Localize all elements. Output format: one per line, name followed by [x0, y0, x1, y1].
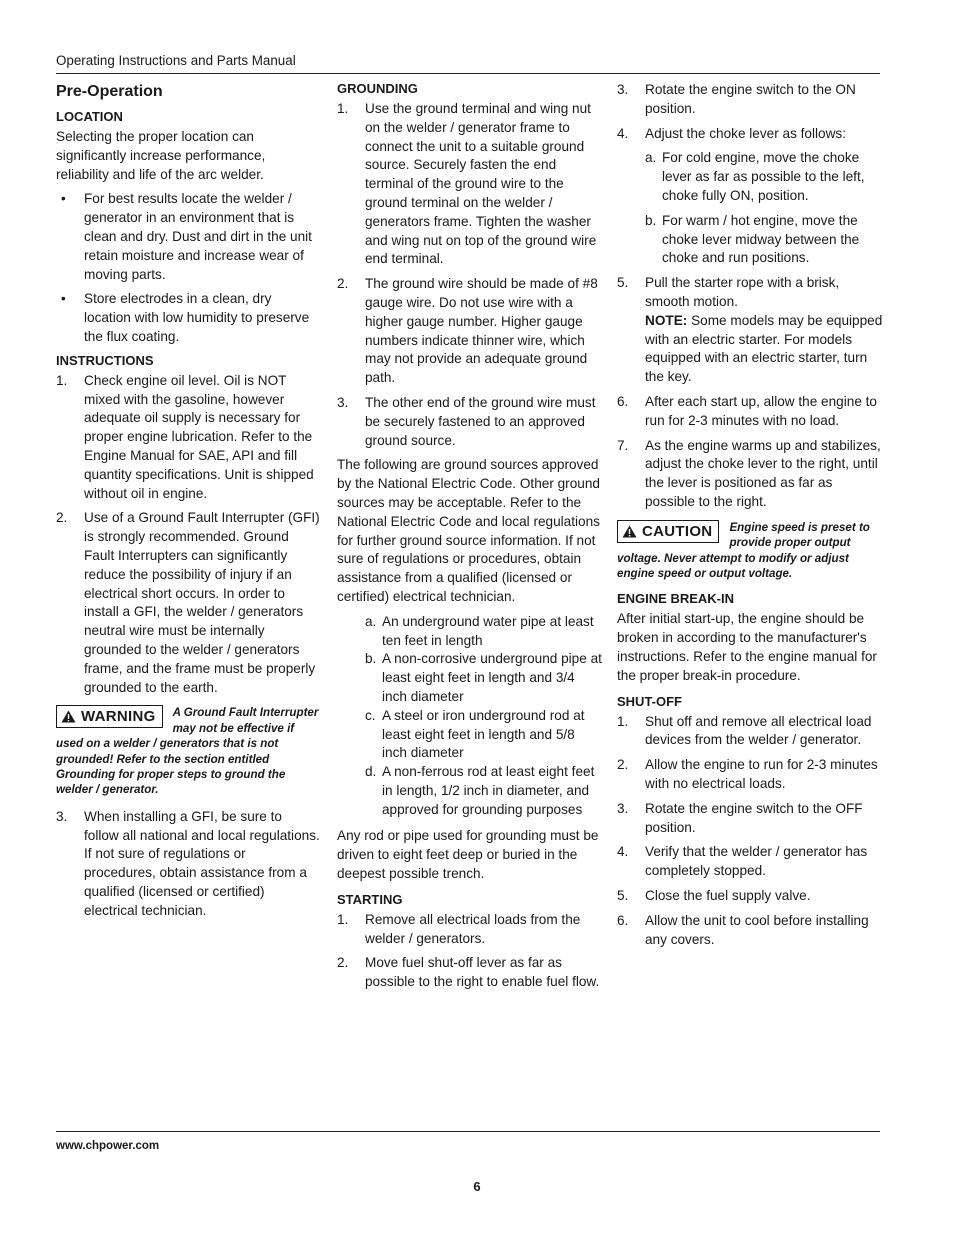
- shutoff-item: [617, 887, 883, 906]
- break-in-heading: ENGINE BREAK-IN: [617, 591, 735, 607]
- item-text: Use the ground terminal and wing nut on the welder / generator frame to connect the unit to a suitable ground source. Securely fasten the end terminal of the ground wire to the ground terminal on the welder / generators frame. Tighten the washer and wing nut on top of the ground wire end terminal.: [365, 101, 597, 267]
- item-letter: c.: [365, 707, 376, 723]
- ground-source-item: [365, 763, 603, 819]
- item-text: Rotate the engine switch to the ON position.: [645, 82, 856, 116]
- starting-item: [617, 125, 883, 144]
- item-text: The other end of the ground wire must be securely fastened to an approved ground source.: [365, 394, 596, 448]
- item-text: Shut off and remove all electrical load devices from the welder / generator.: [645, 713, 872, 748]
- item-text: After each start up, allow the engine to run for 2-3 minutes with no load.: [645, 393, 877, 428]
- item-text: When installing a GFI, be sure to follow all national and local regulations. If not sure of regulations or procedures, obtain assistance from a qualified (licensed or certified) electrical technician.: [84, 808, 320, 918]
- choke-item: [645, 149, 883, 205]
- ground-source-item: [365, 707, 603, 763]
- note-label: NOTE:: [645, 312, 688, 328]
- location-intro: Selecting the proper location can significantly increase performance, reliability and life of the arc welder.: [56, 129, 266, 182]
- ground-source-item: [365, 650, 603, 706]
- location-bullet: • Store electrodes in a clean, dry location with low humidity to preserve the flux coating.: [56, 290, 320, 346]
- caution-notice: [617, 520, 883, 582]
- starting-item: [617, 393, 883, 431]
- item-number: 3.: [617, 800, 629, 816]
- item-text: A non-ferrous rod at least eight feet in length, 1/2 inch in diameter, and approved for grounding purposes: [382, 764, 595, 817]
- page-number: 6: [473, 1179, 481, 1194]
- item-text: Close the fuel supply valve.: [645, 887, 811, 903]
- caution-badge: [617, 520, 719, 543]
- item-text: For cold engine, move the choke lever as far as possible to the left, choke fully ON, position.: [662, 150, 865, 203]
- shutoff-item: [617, 843, 883, 881]
- starting-item: [337, 954, 603, 992]
- warning-badge: [56, 705, 163, 728]
- warning-notice: [56, 705, 320, 797]
- caution-label: CAUTION: [642, 522, 713, 540]
- item-number: 2.: [337, 955, 349, 971]
- item-number: 3.: [337, 394, 349, 410]
- warning-label: WARNING: [81, 708, 156, 726]
- location-bullets: [56, 190, 320, 346]
- starting-item: [337, 911, 603, 949]
- item-text: The ground wire should be made of #8 gauge wire. Do not use wire with a higher gauge number. Higher gauge numbers indicate thinner wire, which may not provide an adequate ground path.: [365, 276, 598, 386]
- item-text: Remove all electrical loads from the welder / generators.: [365, 911, 581, 946]
- grounding-item: [337, 394, 603, 450]
- item-letter: b.: [645, 212, 657, 228]
- item-letter: d.: [365, 764, 377, 780]
- item-text: For warm / hot engine, move the choke lever midway between the choke and run positions.: [662, 212, 860, 266]
- item-text: A non-corrosive underground pipe at least eight feet in length and 3/4 inch diameter: [382, 651, 602, 704]
- item-text: Verify that the welder / generator has completely stopped.: [645, 844, 868, 879]
- grounding-closing: Any rod or pipe used for grounding must be driven to eight feet deep or buried in the deepest possible trench.: [337, 828, 599, 882]
- column-2: [337, 81, 603, 998]
- instructions-heading: INSTRUCTIONS: [56, 352, 154, 368]
- warning-text: A Ground Fault Interrupter may not be effective if used on a welder / generators that is not grounded! Refer to the section entitled Grounding for proper steps to ground the welder / generator.: [56, 706, 319, 797]
- column-3: [617, 81, 883, 955]
- ground-source-list: [365, 613, 603, 820]
- item-letter: a.: [645, 150, 657, 166]
- choke-item: [645, 212, 883, 268]
- item-text: Rotate the engine switch to the OFF position.: [645, 800, 863, 835]
- section-title: Pre-Operation: [56, 83, 163, 100]
- starting-item: [617, 81, 883, 119]
- item-number: 7.: [617, 437, 629, 453]
- item-text: Pull the starter rope with a brisk, smooth motion.: [645, 275, 840, 309]
- starting-item: [617, 437, 883, 512]
- grounding-heading: GROUNDING: [337, 81, 418, 96]
- instruction-item: [56, 509, 320, 697]
- shutoff-item: [617, 713, 883, 751]
- warning-triangle-icon: [622, 525, 637, 538]
- item-text: Allow the engine to run for 2-3 minutes with no electrical loads.: [645, 757, 878, 791]
- item-number: 4.: [617, 844, 629, 860]
- warning-triangle-icon: [61, 710, 76, 723]
- item-number: 5.: [617, 275, 629, 291]
- instruction-item: [56, 372, 320, 504]
- item-number: 5.: [617, 887, 629, 903]
- footer-rule: [56, 1131, 880, 1132]
- starting-item: [617, 274, 883, 387]
- item-number: 6.: [617, 912, 629, 928]
- location-bullet: • For best results locate the welder / generator in an environment that is clean and dry. Dust and dirt in the unit retain moisture and increase wear of moving parts.: [56, 190, 320, 284]
- break-in-text: After initial start-up, the engine should be broken in according to the manufacturer's instructions. Refer to the engine manual for the proper break-in procedure.: [617, 611, 877, 683]
- note-text: Some models may be equipped with an electric starter. For models equipped with an electric starter, turn the key.: [645, 312, 883, 385]
- item-number: 1.: [337, 101, 349, 116]
- location-heading: LOCATION: [56, 109, 123, 124]
- item-number: 1.: [56, 372, 68, 388]
- item-number: 3.: [56, 808, 68, 824]
- shutoff-item: [617, 912, 883, 950]
- item-text: Check engine oil level. Oil is NOT mixed with the gasoline, however adequate oil supply is necessary for proper engine lubrication. Refer to the Engine Manual for SAE, API and fill quantity specifications. Unit is shipped without oil in engine.: [84, 372, 314, 501]
- shutoff-item: [617, 756, 883, 794]
- instruction-item: [56, 808, 320, 921]
- manual-header: Operating Instructions and Parts Manual: [56, 53, 296, 68]
- ground-source-item: [365, 613, 603, 651]
- choke-list: [645, 149, 883, 268]
- grounding-item: [337, 100, 603, 269]
- item-number: 1.: [337, 911, 349, 927]
- item-number: 1.: [617, 713, 629, 729]
- grounding-item: [337, 275, 603, 388]
- caution-text: Engine speed is preset to provide proper output voltage. Never attempt to modify or adjust engine speed or output voltage.: [617, 520, 870, 580]
- item-text: Use of a Ground Fault Interrupter (GFI) is strongly recommended. Ground Fault Interrupters can significantly reduce the possibility of injury if an electrical short occurs. In order to install a GFI, the welder / generators neutral wire must be internally grounded to the welder / generators frame, and the frame must be properly grounded to the earth.: [84, 510, 320, 695]
- item-number: 3.: [617, 82, 629, 97]
- shutoff-heading: SHUT-OFF: [617, 693, 682, 709]
- item-number: 2.: [337, 276, 349, 292]
- item-letter: a.: [365, 613, 377, 629]
- item-text: As the engine warms up and stabilizes, adjust the choke lever to the right, until the lever is positioned as far as possible to the right.: [645, 437, 881, 509]
- header-rule: [56, 73, 880, 74]
- item-text: An underground water pipe at least ten feet in length: [382, 613, 594, 648]
- starting-heading: STARTING: [337, 891, 403, 907]
- item-number: 6.: [617, 393, 629, 409]
- grounding-paragraph: The following are ground sources approved by the National Electric Code. Other ground sources may be acceptable. Refer to the National Electric Code and local regulations for further ground source information. If not sure of regulations or procedures, obtain assistance from a qualified (licensed or certified) electrical technician.: [337, 457, 600, 604]
- item-number: 2.: [56, 510, 68, 526]
- item-number: 2.: [617, 757, 629, 773]
- item-text: Adjust the choke lever as follows:: [645, 125, 846, 141]
- item-text: Allow the unit to cool before installing any covers.: [645, 912, 869, 947]
- item-letter: b.: [365, 651, 377, 667]
- item-text: A steel or iron underground rod at least eight feet in length and 5/8 inch diameter: [382, 707, 585, 761]
- shutoff-item: [617, 800, 883, 838]
- item-number: 4.: [617, 125, 629, 141]
- item-text: Move fuel shut-off lever as far as possible to the right to enable fuel flow.: [365, 955, 600, 990]
- footer-url: www.chpower.com: [56, 1140, 160, 1152]
- column-1: [56, 81, 320, 927]
